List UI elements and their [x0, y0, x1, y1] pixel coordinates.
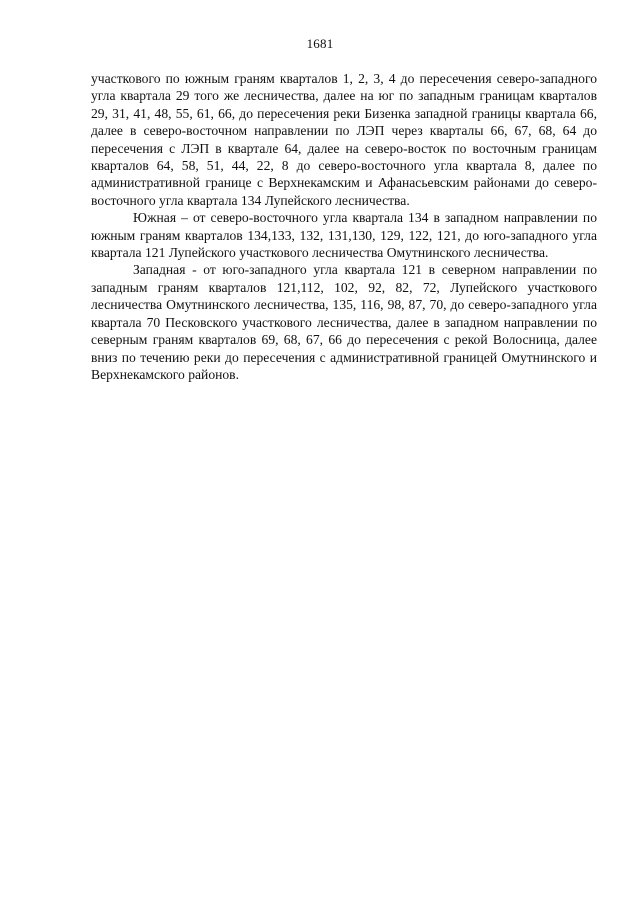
paragraph-western-boundary: Западная - от юго-западного угла квартала 121 в северном направлении по западным граням кварталов 121,112, 102, 92, 82, 72, Лупейского участкового лесничества Омутнинского лесничества, 135, 116, 98, 87, 70, до северо-западного угла квартала 70 Песковского участкового лесничества, далее в западном направлении по северным граням кварталов 69, 68, 67, 66 до пересечения с рекой Волосница, далее вниз по течению реки до пересечения с административной границей Омутнинского и Верхнекамского районов.	[91, 262, 597, 382]
page-number: 1681	[306, 36, 334, 51]
document-body	[91, 70, 597, 383]
paragraph-southern-boundary: Южная – от северо-восточного угла квартала 134 в западном направлении по южным граням кварталов 134,133, 132, 131,130, 129, 122, 121, до юго-западного угла квартала 121 Лупейского участкового лесничества Омутнинского лесничества.	[91, 210, 597, 261]
paragraph-continuation: участкового по южным граням кварталов 1, 2, 3, 4 до пересечения северо-западного угла квартала 29 того же лесничества, далее на юг по западным границам кварталов 29, 31, 41, 48, 55, 61, 66, до пересечения реки Бизенка западной границы квартала 66, далее в северо-восточном направлении по ЛЭП через кварталы 66, 67, 68, 64 до пересечения с ЛЭП в квартале 64, далее на северо-восток по восточным границам кварталов 64, 58, 51, 44, 22, 8 до северо-восточного угла квартала 8, далее по административной границе с Верхнекамским и Афанасьевским районами до северо-восточного угла квартала 134 Лупейского лесничества.	[91, 71, 597, 208]
